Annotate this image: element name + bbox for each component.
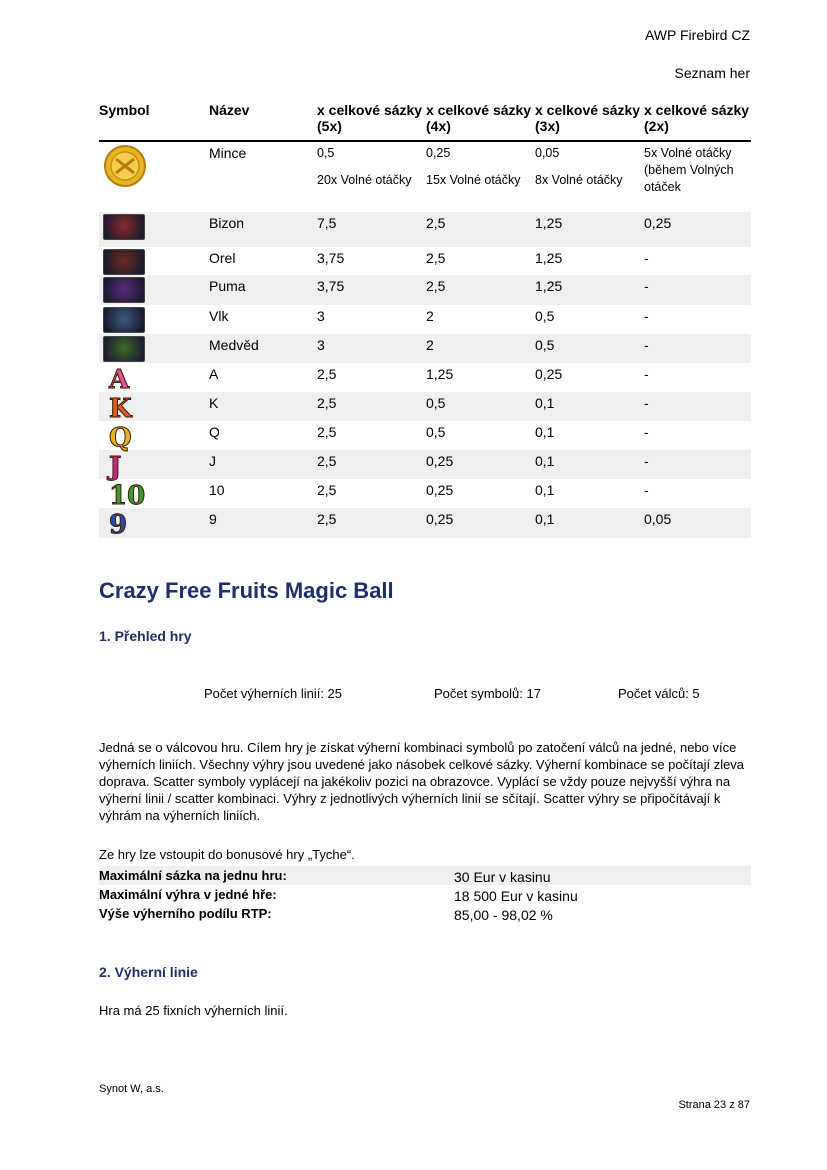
info-label: Maximální sázka na jednu hru: (99, 868, 287, 883)
symbol-cell (99, 363, 209, 395)
value-5x: 3,75 (317, 278, 345, 294)
value-5x (317, 142, 426, 212)
document-header-subtitle: Seznam her (674, 65, 750, 81)
paytable-row (99, 392, 751, 424)
value-3x: 0,25 (535, 366, 563, 382)
value-2x: - (644, 337, 649, 353)
section-heading-paylines: 2. Výherní linie (99, 964, 198, 980)
stat-paylines: Počet výherních linií: 25 (204, 686, 343, 701)
symbol-cell (99, 305, 209, 334)
value-5x: 2,5 (317, 366, 337, 382)
value-5x: 2,5 (317, 453, 337, 469)
value-5x: 2,5 (317, 424, 337, 440)
symbol-cell (99, 421, 209, 453)
symbol-name: 10 (209, 482, 225, 498)
value-3x: 1,25 (535, 215, 563, 231)
value-4x: 0,5 (426, 395, 446, 411)
symbol-name: Bizon (209, 215, 245, 231)
letter-q-icon (103, 423, 209, 453)
coin-freespins-4x: 15x Volné otáčky (426, 173, 521, 187)
value-2x: 5x Volné otáčky (během Volných otáček (644, 146, 734, 194)
value-3x: 1,25 (535, 278, 563, 294)
info-value: 85,00 - 98,02 % (454, 907, 553, 923)
value-2x: - (644, 250, 649, 266)
paytable-row (99, 363, 751, 395)
value-3x: 0,1 (535, 424, 555, 440)
paytable-row (99, 334, 751, 363)
coin-freespins-3x: 8x Volné otáčky (535, 173, 623, 187)
section-heading-overview: 1. Přehled hry (99, 628, 192, 644)
value-5x: 3 (317, 337, 325, 353)
paytable-row-coin (99, 142, 751, 212)
info-row-rtp (99, 904, 751, 923)
symbol-name: Puma (209, 278, 246, 294)
value-3x: 1,25 (535, 250, 563, 266)
value-2x: 0,25 (644, 215, 672, 231)
footer-company: Synot W, a.s. (99, 1083, 164, 1095)
coin-win-5x: 0,5 (317, 146, 335, 160)
symbol-cell (99, 479, 209, 511)
paytable-row (99, 508, 751, 538)
value-5x: 2,5 (317, 511, 337, 527)
value-2x: 0,05 (644, 511, 672, 527)
eagle-icon (103, 249, 145, 275)
letter-k-icon (103, 394, 209, 424)
value-3x (535, 142, 644, 212)
value-4x: 2,5 (426, 215, 446, 231)
symbol-cell (99, 508, 209, 538)
symbol-name: 9 (209, 511, 217, 527)
value-5x: 2,5 (317, 482, 337, 498)
symbol-name: Orel (209, 250, 236, 266)
symbol-cell (99, 247, 209, 275)
col-5x: x celkové sázky (5x) (317, 102, 423, 134)
symbol-cell (99, 392, 209, 424)
coin-freespins-5x: 20x Volné otáčky (317, 173, 412, 187)
info-label: Maximální výhra v jedné hře: (99, 887, 277, 902)
bear-icon (103, 336, 145, 362)
symbol-name: Medvěd (209, 337, 259, 353)
paytable-row (99, 275, 751, 305)
symbol-cell (99, 450, 209, 482)
number-9-icon (103, 510, 209, 540)
value-3x: 0,1 (535, 482, 555, 498)
document-header-title: AWP Firebird CZ (644, 27, 750, 43)
symbol-cell (99, 142, 209, 212)
symbol-name: J (209, 453, 216, 469)
value-2x: - (644, 395, 649, 411)
symbol-cell (99, 212, 209, 247)
paytable-row (99, 450, 751, 482)
value-3x: 0,1 (535, 395, 555, 411)
paytable-row (99, 479, 751, 511)
value-4x: 2 (426, 308, 434, 324)
info-value: 18 500 Eur v kasinu (454, 888, 578, 904)
col-2x: x celkové sázky (2x) (644, 102, 750, 134)
coin-win-4x: 0,25 (426, 146, 451, 160)
value-3x: 0,5 (535, 337, 555, 353)
letter-a-icon (103, 365, 209, 395)
number-10-icon (103, 481, 209, 511)
value-4x: 2,5 (426, 278, 446, 294)
symbol-name: A (209, 366, 219, 382)
value-5x: 2,5 (317, 395, 337, 411)
game-info-table (99, 866, 751, 923)
symbol-name: Mince (209, 145, 247, 161)
value-5x: 7,5 (317, 215, 337, 231)
info-label: Výše výherního podílu RTP: (99, 906, 272, 921)
value-2x: - (644, 453, 649, 469)
paylines-text: Hra má 25 fixních výherních linií. (99, 1003, 288, 1018)
game-title: Crazy Free Fruits Magic Ball (99, 578, 394, 603)
value-4x: 0,5 (426, 424, 446, 440)
col-4x: x celkové sázky (4x) (426, 102, 532, 134)
bison-icon (103, 214, 145, 240)
symbol-name: Q (209, 424, 220, 440)
symbol-cell (99, 275, 209, 305)
value-3x: 0,1 (535, 453, 555, 469)
coin-win-3x: 0,05 (535, 146, 560, 160)
symbol-glyph: J (109, 452, 122, 482)
col-symbol: Symbol (99, 102, 150, 118)
value-2x: - (644, 308, 649, 324)
paytable-row (99, 305, 751, 334)
value-3x: 0,1 (535, 511, 555, 527)
value-4x: 0,25 (426, 511, 454, 527)
value-5x: 3 (317, 308, 325, 324)
paytable (99, 100, 751, 538)
value-5x: 3,75 (317, 250, 345, 266)
paytable-row (99, 421, 751, 453)
paytable-row (99, 247, 751, 275)
value-4x: 2,5 (426, 250, 446, 266)
value-3x: 0,5 (535, 308, 555, 324)
info-row-max-bet (99, 866, 751, 885)
symbol-cell (99, 334, 209, 363)
stat-reels: Počet válců: 5 (618, 686, 700, 701)
value-4x: 2 (426, 337, 434, 353)
symbol-glyph: A (109, 365, 130, 395)
paytable-row (99, 212, 751, 247)
symbol-glyph: K (109, 394, 132, 424)
value-2x: - (644, 424, 649, 440)
value-2x: - (644, 482, 649, 498)
wolf-icon (103, 307, 145, 333)
info-value: 30 Eur v kasinu (454, 869, 551, 885)
letter-j-icon (103, 452, 209, 482)
coin-icon (103, 144, 147, 188)
symbol-name: Vlk (209, 308, 229, 324)
game-description: Jedná se o válcovou hru. Cílem hry je získat výherní kombinaci symbolů po zatočení válců na jedné, nebo více výherních liniích. Všechny výhry jsou uvedené jako násobek celkové sázky. Výherní kombinace se počítají zleva doprava. Scatter symboly vyplácejí na jakékoliv pozici na obrazovce. Vyplácí se vždy pouze nejvyšší výhra na výherní linii / scatter kombinaci. Výhry z jednotlivých výherních linií se sčítají. Scatter výhry se připočítávají k výhrám na výherních liniích. (99, 740, 745, 823)
symbol-glyph: 9 (109, 510, 128, 540)
info-row-max-win (99, 885, 751, 904)
puma-icon (103, 277, 145, 303)
value-4x: 0,25 (426, 482, 454, 498)
symbol-name: K (209, 395, 219, 411)
col-3x: x celkové sázky (3x) (535, 102, 641, 134)
value-4x (426, 142, 535, 212)
value-2x: - (644, 366, 649, 382)
col-name: Název (209, 102, 250, 118)
footer-page-number: Strana 23 z 87 (678, 1099, 750, 1111)
symbol-glyph: 10 (109, 481, 146, 511)
value-2x: - (644, 278, 649, 294)
value-4x: 0,25 (426, 453, 454, 469)
value-4x: 1,25 (426, 366, 454, 382)
bonus-note: Ze hry lze vstoupit do bonusové hry „Tyche“. (99, 847, 355, 862)
symbol-glyph: Q (109, 423, 132, 453)
stat-symbols: Počet symbolů: 17 (434, 686, 541, 701)
paytable-header (99, 100, 751, 142)
